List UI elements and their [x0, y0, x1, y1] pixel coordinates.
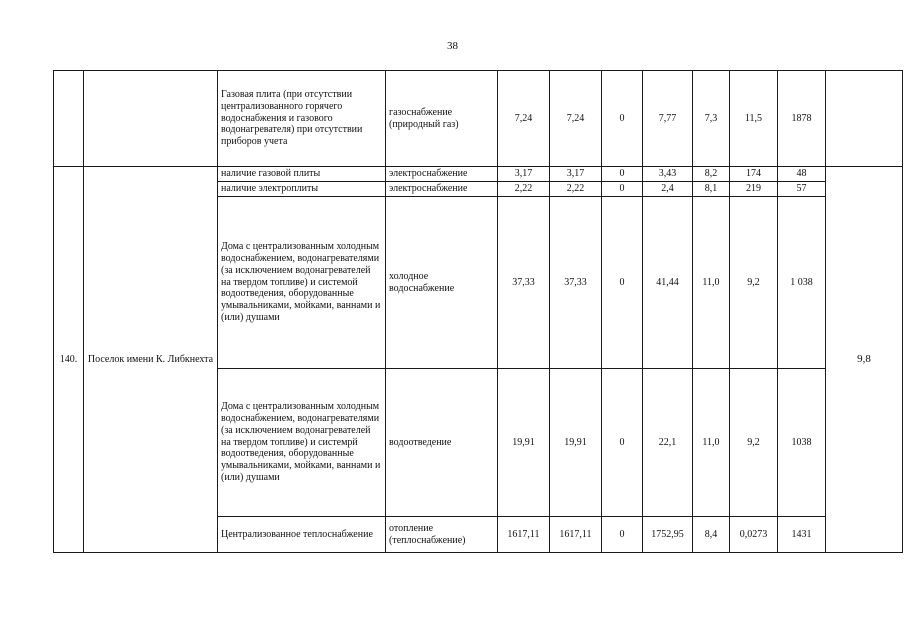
tariff-table	[53, 70, 903, 553]
settlement-cell-empty	[84, 71, 218, 167]
value-cell: 7,3	[693, 71, 730, 167]
consumption-description: Дома с централизованным холодным водоснабжением, водонагревателями (за исключением водонагревателей на твердом топливе) и системой водоотведения, оборудованные умывальниками, мойками, ваннами и (или) душами	[218, 197, 386, 369]
value-cell: 37,33	[498, 197, 550, 369]
value-cell: 19,91	[550, 369, 602, 517]
settlement-name: Поселок имени К. Либкнехта	[84, 167, 218, 553]
utility-service: холодное водоснабжение	[386, 197, 498, 369]
total-cell-empty	[826, 71, 903, 167]
total-value: 9,8	[826, 167, 903, 553]
value-cell: 7,24	[498, 71, 550, 167]
value-cell: 1617,11	[550, 517, 602, 553]
value-cell: 8,4	[693, 517, 730, 553]
value-cell: 7,24	[550, 71, 602, 167]
value-cell: 3,17	[550, 167, 602, 182]
consumption-description: Газовая плита (при отсутствии централизованного горячего водоснабжения и газового водонагревателя) при отсутствии приборов учета	[218, 71, 386, 167]
value-cell: 174	[730, 167, 778, 182]
consumption-description: Дома с централизованным холодным водоснабжением, водонагревателями (за исключением водонагревателей на твердом топливе) и системрй водоотведения, оборудованные умывальниками, мойками, ваннами и (или) душами	[218, 369, 386, 517]
value-cell: 8,2	[693, 167, 730, 182]
utility-service: электроснабжение	[386, 167, 498, 182]
value-cell: 0	[602, 517, 643, 553]
utility-service: газоснабжение (природный газ)	[386, 71, 498, 167]
value-cell: 0	[602, 167, 643, 182]
value-cell: 9,2	[730, 369, 778, 517]
value-cell: 0	[602, 71, 643, 167]
utility-service: водоотведение	[386, 369, 498, 517]
table-row	[54, 167, 903, 182]
value-cell: 1752,95	[643, 517, 693, 553]
value-cell: 7,77	[643, 71, 693, 167]
value-cell: 37,33	[550, 197, 602, 369]
value-cell: 19,91	[498, 369, 550, 517]
utility-service: отопление (теплоснабжение)	[386, 517, 498, 553]
value-cell: 0,0273	[730, 517, 778, 553]
value-cell: 57	[778, 182, 826, 197]
value-cell: 1878	[778, 71, 826, 167]
value-cell: 11,0	[693, 369, 730, 517]
value-cell: 219	[730, 182, 778, 197]
value-cell: 22,1	[643, 369, 693, 517]
row-number-cell-empty	[54, 71, 84, 167]
value-cell: 11,0	[693, 197, 730, 369]
value-cell: 0	[602, 182, 643, 197]
consumption-description: наличие электроплиты	[218, 182, 386, 197]
row-number: 140.	[54, 167, 84, 553]
value-cell: 41,44	[643, 197, 693, 369]
value-cell: 8,1	[693, 182, 730, 197]
consumption-description: наличие газовой плиты	[218, 167, 386, 182]
consumption-description: Централизованное теплоснабжение	[218, 517, 386, 553]
table-row	[54, 71, 903, 167]
value-cell: 1 038	[778, 197, 826, 369]
value-cell: 0	[602, 369, 643, 517]
value-cell: 1431	[778, 517, 826, 553]
value-cell: 9,2	[730, 197, 778, 369]
value-cell: 1038	[778, 369, 826, 517]
value-cell: 3,43	[643, 167, 693, 182]
value-cell: 0	[602, 197, 643, 369]
utility-service: электроснабжение	[386, 182, 498, 197]
value-cell: 2,22	[550, 182, 602, 197]
value-cell: 2,22	[498, 182, 550, 197]
value-cell: 3,17	[498, 167, 550, 182]
page-number: 38	[447, 40, 458, 52]
value-cell: 2,4	[643, 182, 693, 197]
value-cell: 48	[778, 167, 826, 182]
value-cell: 1617,11	[498, 517, 550, 553]
value-cell: 11,5	[730, 71, 778, 167]
